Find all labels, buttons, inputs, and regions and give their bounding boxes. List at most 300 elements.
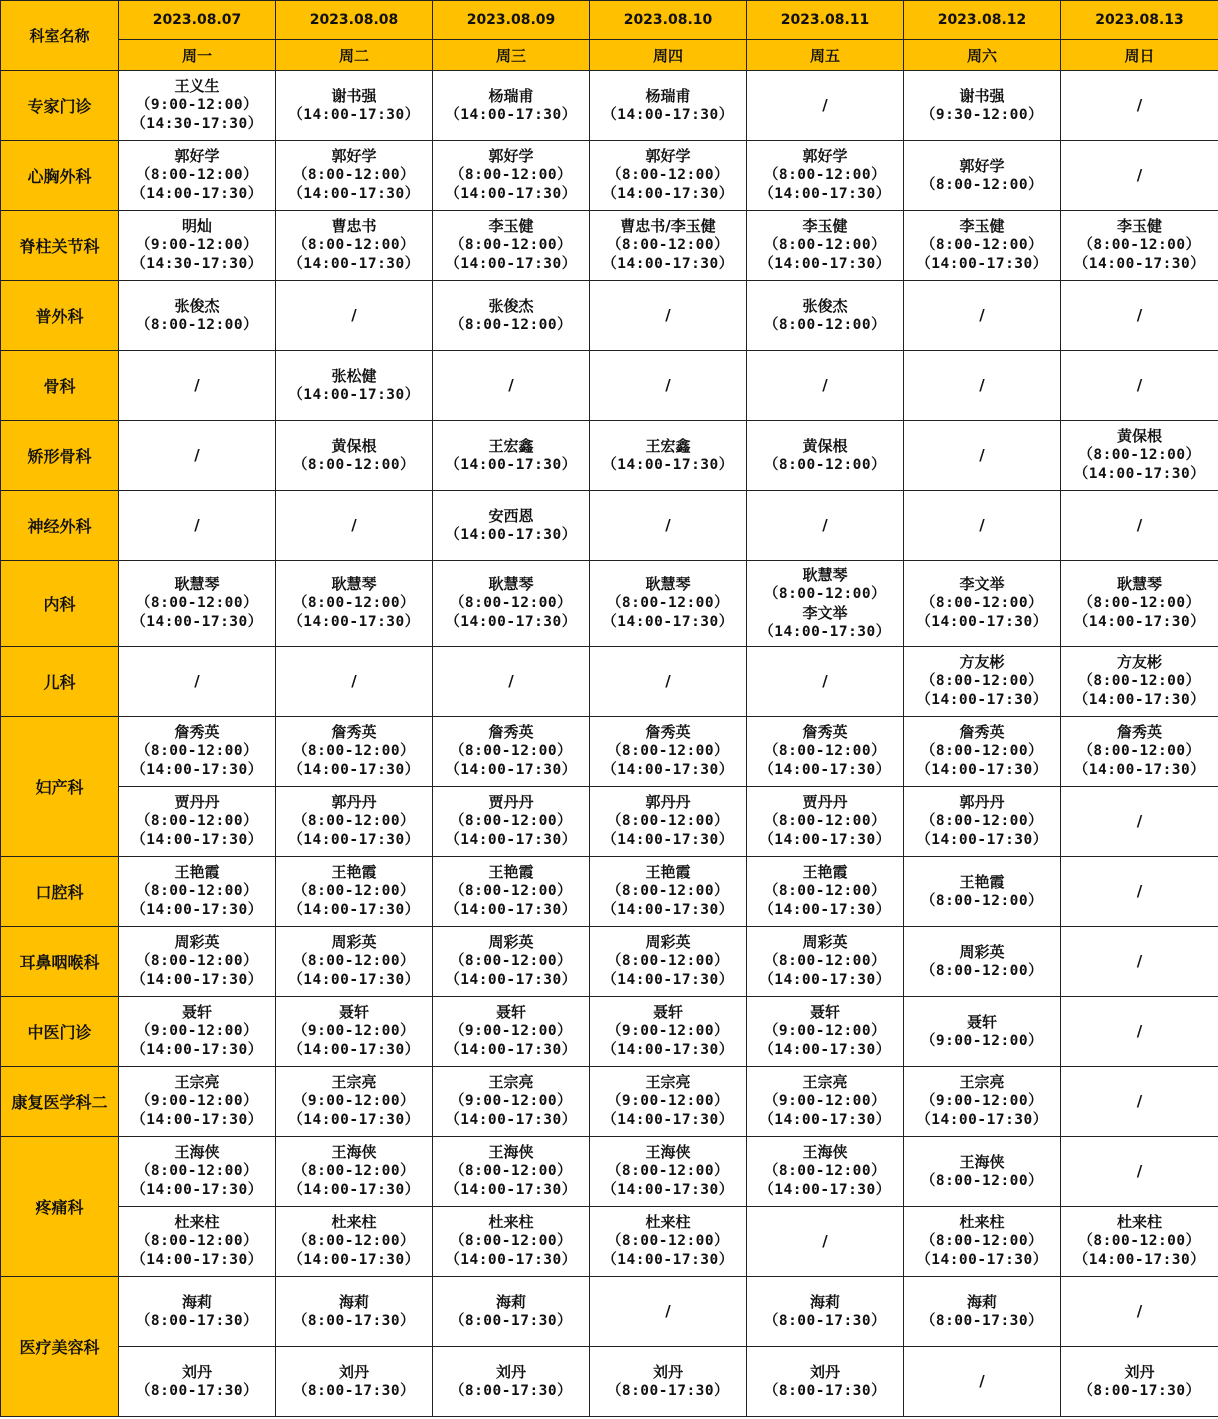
clinic-hours: （14:00-17:30） bbox=[131, 762, 263, 778]
schedule-cell bbox=[1061, 141, 1218, 211]
doctor-name: 海莉 bbox=[809, 1292, 840, 1311]
date-header-row bbox=[1, 1, 1218, 40]
clinic-hours: （8:00-12:00） bbox=[606, 595, 730, 611]
clinic-hours: （9:00-12:00） bbox=[292, 1093, 416, 1109]
clinic-hours: （8:00-17:30） bbox=[920, 1312, 1044, 1329]
schedule-cell bbox=[433, 281, 590, 351]
clinic-hours: （9:00-12:00） bbox=[763, 1093, 887, 1109]
clinic-hours: （9:00-12:00） bbox=[449, 1023, 573, 1039]
doctor-name: 耿慧琴 bbox=[802, 565, 848, 584]
clinic-hours: （14:00-17:30） bbox=[288, 832, 420, 848]
no-clinic-mark: / bbox=[508, 672, 514, 690]
doctor-name: 王海侠 bbox=[488, 1143, 534, 1161]
doctor-name: 杜来柱 bbox=[331, 1213, 377, 1231]
schedule-cell bbox=[904, 421, 1061, 491]
doctor-name: 张俊杰 bbox=[174, 296, 220, 315]
clinic-hours: （14:00-17:30） bbox=[759, 1182, 891, 1198]
schedule-cell bbox=[276, 647, 433, 717]
schedule-cell bbox=[904, 1347, 1061, 1417]
doctor-name: 杨瑞甫 bbox=[488, 86, 534, 105]
schedule-cell bbox=[433, 141, 590, 211]
clinic-hours: （14:00-17:30） bbox=[131, 1042, 263, 1058]
doctor-name: 张松健 bbox=[331, 366, 377, 385]
schedule-cell bbox=[1061, 1137, 1218, 1207]
doctor-name: 王艳霞 bbox=[174, 863, 220, 881]
schedule-cell bbox=[1061, 1067, 1218, 1137]
schedule-cell bbox=[276, 1347, 433, 1417]
schedule-cell bbox=[590, 561, 747, 647]
doctor-name: 安西恩 bbox=[488, 506, 534, 525]
no-clinic-mark: / bbox=[194, 516, 200, 534]
clinic-hours: （8:00-12:00） bbox=[920, 813, 1044, 829]
schedule-cell bbox=[276, 787, 433, 857]
clinic-hours: （8:00-12:00） bbox=[135, 1233, 259, 1249]
date-header: 2023.08.09 bbox=[433, 1, 590, 40]
clinic-hours: （8:00-17:30） bbox=[292, 1382, 416, 1399]
clinic-hours: （9:00-12:00） bbox=[763, 1023, 887, 1039]
doctor-name: 贾丹丹 bbox=[174, 793, 220, 811]
doctor-name: 杜来柱 bbox=[959, 1213, 1005, 1231]
doctor-name: 王海侠 bbox=[174, 1143, 220, 1161]
schedule-row bbox=[1, 141, 1218, 211]
clinic-hours: （9:00-12:00） bbox=[135, 237, 259, 253]
schedule-cell bbox=[747, 857, 904, 927]
schedule-cell bbox=[590, 141, 747, 211]
no-clinic-mark: / bbox=[822, 672, 828, 690]
clinic-hours: （14:00-17:30） bbox=[916, 1252, 1048, 1268]
schedule-cell bbox=[1061, 71, 1218, 141]
schedule-cell bbox=[747, 787, 904, 857]
clinic-hours: （8:00-12:00） bbox=[1078, 237, 1201, 253]
clinic-hours: （14:00-17:30） bbox=[445, 832, 577, 848]
clinic-hours: （14:00-17:30） bbox=[288, 1042, 420, 1058]
clinic-hours: （14:00-17:30） bbox=[1073, 1252, 1206, 1268]
doctor-name: 杜来柱 bbox=[174, 1213, 220, 1231]
doctor-name: 聂轩 bbox=[181, 1003, 212, 1021]
clinic-hours: （9:00-12:00） bbox=[606, 1023, 730, 1039]
clinic-hours: （14:00-17:30） bbox=[131, 832, 263, 848]
doctor-name: 谢书强 bbox=[959, 86, 1005, 105]
clinic-hours: （14:00-17:30） bbox=[445, 972, 577, 988]
doctor-name: 曹忠书/李玉健 bbox=[620, 217, 716, 235]
clinic-hours: （8:00-12:00） bbox=[606, 953, 730, 969]
schedule-cell bbox=[276, 351, 433, 421]
doctor-name: 郭好学 bbox=[331, 147, 377, 165]
clinic-hours: （9:00-12:00） bbox=[292, 1023, 416, 1039]
clinic-hours: （8:00-12:00） bbox=[135, 953, 259, 969]
schedule-cell bbox=[119, 281, 276, 351]
doctor-name: 王艳霞 bbox=[959, 872, 1005, 891]
doctor-name: 王宗亮 bbox=[174, 1073, 220, 1091]
schedule-cell bbox=[904, 1137, 1061, 1207]
doctor-name: 王宗亮 bbox=[488, 1073, 534, 1091]
doctor-name: 王宗亮 bbox=[331, 1073, 377, 1091]
schedule-cell bbox=[433, 717, 590, 787]
doctor-name: 聂轩 bbox=[966, 1012, 997, 1031]
doctor-name: 王海侠 bbox=[645, 1143, 691, 1161]
department-name: 儿科 bbox=[1, 647, 119, 717]
clinic-hours: （8:00-12:00） bbox=[763, 813, 887, 829]
clinic-hours: （14:00-17:30） bbox=[602, 456, 734, 473]
no-clinic-mark: / bbox=[1136, 306, 1143, 324]
schedule-cell bbox=[747, 141, 904, 211]
no-clinic-mark: / bbox=[822, 376, 828, 394]
no-clinic-mark: / bbox=[979, 516, 985, 534]
clinic-hours: （8:00-12:00） bbox=[292, 595, 416, 611]
department-name: 脊柱关节科 bbox=[1, 211, 119, 281]
clinic-hours: （14:00-17:30） bbox=[288, 1112, 420, 1128]
clinic-hours: （8:00-17:30） bbox=[606, 1382, 730, 1399]
clinic-hours: （8:00-12:00） bbox=[292, 456, 416, 473]
schedule-row bbox=[1, 351, 1218, 421]
no-clinic-mark: / bbox=[1136, 516, 1143, 534]
clinic-hours: （14:00-17:30） bbox=[445, 1112, 577, 1128]
schedule-row bbox=[1, 71, 1218, 141]
clinic-hours: （8:00-17:30） bbox=[135, 1382, 259, 1399]
schedule-cell bbox=[747, 71, 904, 141]
doctor-name: 杨瑞甫 bbox=[645, 86, 691, 105]
clinic-hours: （8:00-12:00） bbox=[606, 743, 730, 759]
schedule-cell bbox=[1061, 927, 1218, 997]
doctor-name: 周彩英 bbox=[802, 933, 848, 951]
clinic-hours: （8:00-12:00） bbox=[606, 1233, 730, 1249]
clinic-hours: （14:00-17:30） bbox=[602, 1182, 734, 1198]
doctor-name: 周彩英 bbox=[488, 933, 534, 951]
schedule-cell bbox=[119, 927, 276, 997]
doctor-name: 方友彬 bbox=[959, 653, 1005, 671]
schedule-row bbox=[1, 1277, 1218, 1347]
schedule-cell bbox=[1061, 1277, 1218, 1347]
clinic-hours: （8:00-12:00） bbox=[606, 813, 730, 829]
doctor-name: 周彩英 bbox=[645, 933, 691, 951]
clinic-hours: （14:00-17:30） bbox=[131, 1182, 263, 1198]
clinic-hours: （9:00-12:00） bbox=[920, 1032, 1044, 1049]
clinic-hours: （14:00-17:30） bbox=[1073, 256, 1206, 272]
clinic-hours: （9:00-12:00） bbox=[135, 1093, 259, 1109]
clinic-hours: （8:00-12:00） bbox=[920, 1172, 1044, 1189]
schedule-cell bbox=[276, 141, 433, 211]
doctor-name: 谢书强 bbox=[331, 86, 377, 105]
doctor-name: 王宗亮 bbox=[959, 1073, 1005, 1091]
clinic-hours: （9:00-12:00） bbox=[135, 1023, 259, 1039]
clinic-hours: （14:00-17:30） bbox=[1073, 762, 1206, 778]
schedule-cell bbox=[1061, 787, 1218, 857]
weekday-header: 周日 bbox=[1061, 40, 1218, 71]
no-clinic-mark: / bbox=[194, 446, 200, 464]
schedule-row bbox=[1, 1347, 1218, 1417]
schedule-cell bbox=[433, 1277, 590, 1347]
doctor-name: 王宏鑫 bbox=[488, 436, 534, 455]
clinic-hours: （14:00-17:30） bbox=[916, 692, 1048, 708]
doctor-name: 郭丹丹 bbox=[645, 793, 691, 811]
department-name: 内科 bbox=[1, 561, 119, 647]
clinic-hours: （14:00-17:30） bbox=[288, 614, 420, 630]
doctor-name: 刘丹 bbox=[495, 1362, 526, 1381]
department-name: 矫形骨科 bbox=[1, 421, 119, 491]
department-name: 中医门诊 bbox=[1, 997, 119, 1067]
schedule-cell bbox=[433, 211, 590, 281]
clinic-hours: （8:00-17:30） bbox=[135, 1312, 259, 1329]
schedule-cell bbox=[747, 1347, 904, 1417]
clinic-hours: （8:00-12:00） bbox=[763, 953, 887, 969]
clinic-hours: （8:00-12:00） bbox=[449, 237, 573, 253]
clinic-hours: （8:00-12:00） bbox=[135, 1163, 259, 1179]
no-clinic-mark: / bbox=[979, 376, 985, 394]
clinic-hours: （14:00-17:30） bbox=[602, 972, 734, 988]
schedule-cell bbox=[433, 1347, 590, 1417]
clinic-hours: （8:00-12:00） bbox=[1078, 447, 1201, 463]
schedule-cell bbox=[433, 1137, 590, 1207]
doctor-name: 郭好学 bbox=[959, 156, 1005, 175]
date-header: 2023.08.08 bbox=[276, 1, 433, 40]
no-clinic-mark: / bbox=[1136, 1302, 1143, 1320]
doctor-name: 贾丹丹 bbox=[488, 793, 534, 811]
schedule-cell bbox=[590, 717, 747, 787]
clinic-hours: （8:00-12:00） bbox=[449, 883, 573, 899]
clinic-hours: （8:00-12:00） bbox=[920, 673, 1044, 689]
clinic-hours: （8:00-12:00） bbox=[920, 237, 1044, 253]
doctor-name: 王海侠 bbox=[959, 1152, 1005, 1171]
no-clinic-mark: / bbox=[1136, 1162, 1143, 1180]
schedule-row bbox=[1, 211, 1218, 281]
clinic-hours: （8:00-12:00） bbox=[135, 167, 259, 183]
schedule-cell bbox=[1061, 561, 1218, 647]
no-clinic-mark: / bbox=[1136, 376, 1143, 394]
clinic-hours: （8:00-12:00） bbox=[449, 813, 573, 829]
department-name: 康复医学科二 bbox=[1, 1067, 119, 1137]
schedule-cell bbox=[590, 857, 747, 927]
doctor-name: 黄保根 bbox=[1116, 427, 1162, 445]
clinic-hours: （8:00-12:00） bbox=[292, 1163, 416, 1179]
doctor-name: 王海侠 bbox=[802, 1143, 848, 1161]
clinic-hours: （14:00-17:30） bbox=[288, 186, 420, 202]
clinic-hours: （8:00-12:00） bbox=[763, 456, 887, 473]
clinic-hours: （8:00-12:00） bbox=[920, 743, 1044, 759]
clinic-hours: （8:00-12:00） bbox=[135, 813, 259, 829]
schedule-row bbox=[1, 1067, 1218, 1137]
schedule-cell bbox=[1061, 351, 1218, 421]
clinic-hours: （14:00-17:30） bbox=[602, 1252, 734, 1268]
clinic-hours: （14:00-17:30） bbox=[916, 832, 1048, 848]
doctor-name: 张俊杰 bbox=[488, 296, 534, 315]
schedule-cell bbox=[119, 1277, 276, 1347]
schedule-cell bbox=[590, 787, 747, 857]
no-clinic-mark: / bbox=[1136, 952, 1143, 970]
clinic-hours: （14:00-17:30） bbox=[602, 614, 734, 630]
no-clinic-mark: / bbox=[351, 516, 357, 534]
doctor-name: 方友彬 bbox=[1116, 653, 1162, 671]
clinic-hours: （8:00-12:00） bbox=[920, 1233, 1044, 1249]
clinic-hours: （14:00-17:30） bbox=[131, 1112, 263, 1128]
schedule-cell bbox=[590, 647, 747, 717]
no-clinic-mark: / bbox=[508, 376, 514, 394]
schedule-cell bbox=[747, 927, 904, 997]
schedule-cell bbox=[119, 1067, 276, 1137]
schedule-cell bbox=[904, 927, 1061, 997]
clinic-hours: （14:00-17:30） bbox=[445, 526, 577, 543]
no-clinic-mark: / bbox=[665, 306, 671, 324]
schedule-cell bbox=[747, 281, 904, 351]
clinic-hours: （14:00-17:30） bbox=[131, 186, 263, 202]
clinic-hours: （14:00-17:30） bbox=[445, 902, 577, 918]
clinic-hours: （14:00-17:30） bbox=[131, 902, 263, 918]
clinic-hours: （8:00-12:00） bbox=[292, 743, 416, 759]
clinic-hours: （14:00-17:30） bbox=[131, 1252, 263, 1268]
schedule-cell bbox=[747, 717, 904, 787]
schedule-row bbox=[1, 787, 1218, 857]
clinic-hours: （8:00-17:30） bbox=[763, 1382, 887, 1399]
schedule-cell bbox=[904, 857, 1061, 927]
doctor-name: 刘丹 bbox=[1124, 1362, 1155, 1381]
department-name: 心胸外科 bbox=[1, 141, 119, 211]
doctor-name: 曹忠书 bbox=[331, 217, 377, 235]
schedule-cell bbox=[433, 561, 590, 647]
clinic-hours: （14:00-17:30） bbox=[445, 456, 577, 473]
doctor-name: 郭好学 bbox=[645, 147, 691, 165]
doctor-name: 郭好学 bbox=[174, 147, 220, 165]
clinic-hours: （14:00-17:30） bbox=[759, 256, 891, 272]
clinic-hours: （8:00-12:00） bbox=[1078, 743, 1201, 759]
no-clinic-mark: / bbox=[1136, 1022, 1143, 1040]
clinic-hours: （9:00-12:00） bbox=[449, 1093, 573, 1109]
schedule-cell bbox=[433, 1207, 590, 1277]
doctor-name: 詹秀英 bbox=[488, 723, 534, 741]
doctor-name: 聂轩 bbox=[652, 1003, 683, 1021]
doctor-name: 耿慧琴 bbox=[488, 575, 534, 593]
doctor-name: 张俊杰 bbox=[802, 296, 848, 315]
schedule-cell bbox=[747, 421, 904, 491]
schedule-cell bbox=[904, 997, 1061, 1067]
doctor-name: 海莉 bbox=[181, 1292, 212, 1311]
clinic-hours: （14:00-17:30） bbox=[1073, 614, 1206, 630]
department-name: 口腔科 bbox=[1, 857, 119, 927]
doctor-name: 郭好学 bbox=[802, 147, 848, 165]
no-clinic-mark: / bbox=[194, 376, 200, 394]
date-header: 2023.08.13 bbox=[1061, 1, 1218, 40]
clinic-hours: （8:00-12:00） bbox=[292, 883, 416, 899]
clinic-hours: （8:00-12:00） bbox=[449, 1163, 573, 1179]
doctor-name: 黄保根 bbox=[802, 436, 848, 455]
schedule-cell bbox=[904, 717, 1061, 787]
no-clinic-mark: / bbox=[979, 446, 985, 464]
clinic-hours: （14:00-17:30） bbox=[445, 256, 577, 272]
schedule-cell bbox=[276, 211, 433, 281]
clinic-hours: （8:00-12:00） bbox=[449, 1233, 573, 1249]
clinic-hours: （14:00-17:30） bbox=[602, 902, 734, 918]
doctor-name: 詹秀英 bbox=[645, 723, 691, 741]
clinic-hours: （8:00-12:00） bbox=[1078, 595, 1201, 611]
department-name: 疼痛科 bbox=[1, 1137, 119, 1277]
schedule-cell bbox=[590, 491, 747, 561]
schedule-cell bbox=[904, 211, 1061, 281]
schedule-cell bbox=[590, 997, 747, 1067]
schedule-cell bbox=[276, 927, 433, 997]
doctor-name: 刘丹 bbox=[338, 1362, 369, 1381]
doctor-name: 李玉健 bbox=[802, 217, 848, 235]
clinic-hours: （14:00-17:30） bbox=[759, 902, 891, 918]
clinic-hours: （8:00-17:30） bbox=[1078, 1382, 1201, 1399]
doctor-name: 耿慧琴 bbox=[645, 575, 691, 593]
doctor-name: 王海侠 bbox=[331, 1143, 377, 1161]
no-clinic-mark: / bbox=[822, 96, 828, 114]
schedule-cell bbox=[119, 787, 276, 857]
schedule-cell bbox=[590, 927, 747, 997]
clinic-hours: （14:00-17:30） bbox=[288, 106, 420, 123]
schedule-cell bbox=[119, 141, 276, 211]
clinic-hours: （9:00-12:00） bbox=[606, 1093, 730, 1109]
schedule-cell bbox=[1061, 281, 1218, 351]
doctor-name: 李玉健 bbox=[959, 217, 1005, 235]
schedule-cell bbox=[276, 997, 433, 1067]
schedule-row bbox=[1, 997, 1218, 1067]
no-clinic-mark: / bbox=[822, 1232, 828, 1250]
schedule-cell bbox=[590, 281, 747, 351]
no-clinic-mark: / bbox=[351, 672, 357, 690]
clinic-hours: （14:00-17:30） bbox=[759, 1042, 891, 1058]
doctor-name: 周彩英 bbox=[331, 933, 377, 951]
schedule-cell bbox=[904, 141, 1061, 211]
doctor-name: 李文举 bbox=[802, 603, 848, 622]
doctor-name: 海莉 bbox=[338, 1292, 369, 1311]
department-name: 耳鼻咽喉科 bbox=[1, 927, 119, 997]
no-clinic-mark: / bbox=[351, 306, 357, 324]
schedule-cell bbox=[747, 1277, 904, 1347]
clinic-hours: （8:00-12:00） bbox=[763, 883, 887, 899]
schedule-cell bbox=[1061, 1207, 1218, 1277]
schedule-body bbox=[1, 71, 1218, 1417]
clinic-hours: （14:00-17:30） bbox=[288, 256, 420, 272]
clinic-hours: （8:00-12:00） bbox=[292, 1233, 416, 1249]
doctor-name: 海莉 bbox=[966, 1292, 997, 1311]
schedule-cell bbox=[747, 997, 904, 1067]
schedule-cell bbox=[904, 561, 1061, 647]
clinic-hours: （8:00-12:00） bbox=[449, 595, 573, 611]
schedule-row bbox=[1, 491, 1218, 561]
schedule-cell bbox=[119, 211, 276, 281]
clinic-hours: （14:00-17:30） bbox=[288, 972, 420, 988]
schedule-cell bbox=[119, 561, 276, 647]
doctor-name: 詹秀英 bbox=[331, 723, 377, 741]
weekday-header: 周二 bbox=[276, 40, 433, 71]
date-header: 2023.08.12 bbox=[904, 1, 1061, 40]
schedule-cell bbox=[276, 421, 433, 491]
schedule-cell bbox=[747, 1067, 904, 1137]
schedule-cell bbox=[433, 647, 590, 717]
schedule-row bbox=[1, 421, 1218, 491]
schedule-cell bbox=[747, 211, 904, 281]
schedule-cell bbox=[433, 71, 590, 141]
schedule-cell bbox=[904, 1277, 1061, 1347]
weekday-header: 周五 bbox=[747, 40, 904, 71]
schedule-cell bbox=[904, 647, 1061, 717]
doctor-name: 詹秀英 bbox=[959, 723, 1005, 741]
doctor-name: 郭好学 bbox=[488, 147, 534, 165]
doctor-name: 耿慧琴 bbox=[331, 575, 377, 593]
clinic-hours: （14:00-17:30） bbox=[131, 614, 263, 630]
schedule-cell bbox=[1061, 491, 1218, 561]
no-clinic-mark: / bbox=[665, 1302, 671, 1320]
no-clinic-mark: / bbox=[979, 1372, 985, 1390]
doctor-name: 郭丹丹 bbox=[959, 793, 1005, 811]
clinic-hours: （14:00-17:30） bbox=[602, 186, 734, 202]
doctor-name: 李玉健 bbox=[1116, 217, 1162, 235]
clinic-hours: （14:00-17:30） bbox=[445, 106, 577, 123]
clinic-hours: （8:00-12:00） bbox=[449, 953, 573, 969]
no-clinic-mark: / bbox=[822, 516, 828, 534]
no-clinic-mark: / bbox=[194, 672, 200, 690]
schedule-cell bbox=[276, 717, 433, 787]
schedule-cell bbox=[276, 561, 433, 647]
